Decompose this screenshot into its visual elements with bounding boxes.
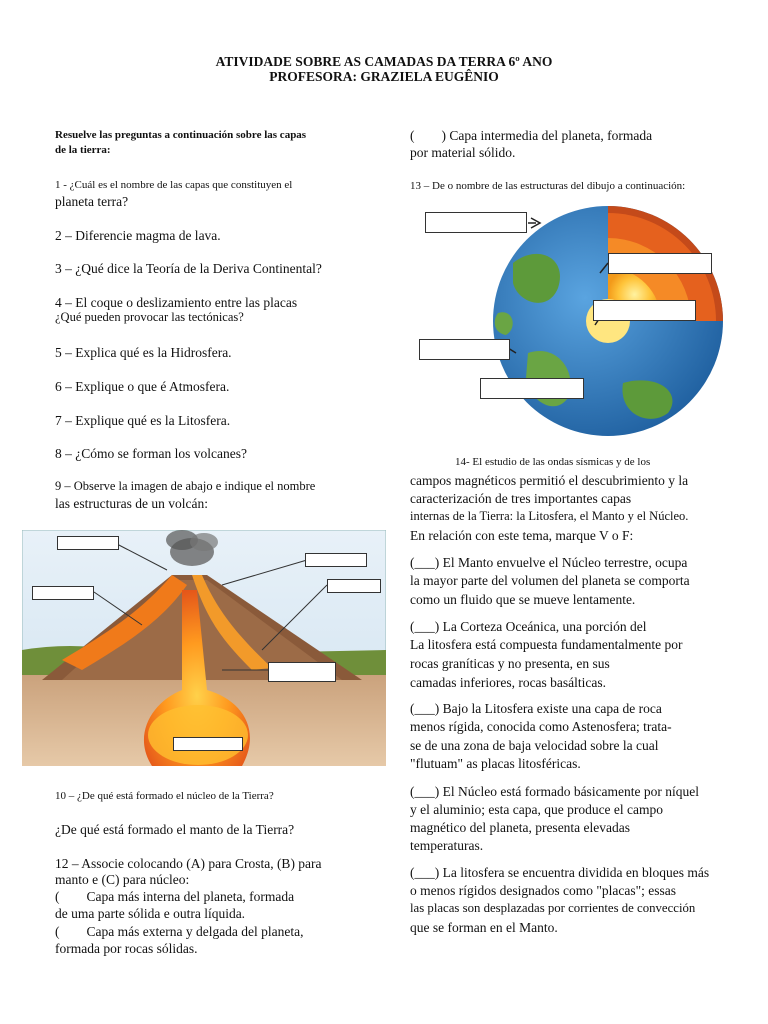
question-11: ¿De qué está formado el manto de la Tierra? bbox=[55, 822, 295, 837]
earth-label-box-5[interactable] bbox=[480, 378, 584, 399]
question-8: 8 – ¿Cómo se forman los volcanes? bbox=[55, 446, 247, 461]
question-12-line-1: 12 – Associe colocando (A) para Crosta, (B) para bbox=[55, 856, 322, 871]
question-10: 10 – ¿De qué está formado el núcleo de la Tierra? bbox=[55, 790, 274, 802]
question-12-item-a: ( Capa más externa y delgada del planeta, bbox=[55, 924, 304, 939]
question-14-line-3: caracterización de tres importantes capas bbox=[410, 491, 632, 506]
statement-4-line-4: temperaturas. bbox=[410, 838, 484, 853]
question-5: 5 – Explica qué es la Hidrosfera. bbox=[55, 345, 232, 360]
earth-label-box-1[interactable] bbox=[425, 212, 527, 233]
question-14-line-5: En relación con este tema, marque V o F: bbox=[410, 528, 634, 543]
question-4-line-1: 4 – El coque o deslizamiento entre las placas bbox=[55, 295, 298, 310]
statement-5-line-4: que se forman en el Manto. bbox=[410, 920, 558, 935]
earth-label-box-4[interactable] bbox=[419, 339, 510, 360]
question-2: 2 – Diferencie magma de lava. bbox=[55, 228, 221, 243]
statement-4-line-1: (___) El Núcleo está formado básicamente por níquel bbox=[410, 784, 700, 799]
question-12-item-b-line-2: por material sólido. bbox=[410, 145, 516, 160]
statement-3-line-2: menos rígida, conocida como Astenosfera; trata- bbox=[410, 719, 672, 734]
statement-1-line-1: (___) El Manto envuelve el Núcleo terrestre, ocupa bbox=[410, 555, 688, 570]
statement-4-line-3: magnético del planeta, presenta elevadas bbox=[410, 820, 631, 835]
intro-line-1: Resuelve las preguntas a continuación sobre las capas bbox=[55, 129, 307, 141]
statement-1-line-2: la mayor parte del volumen del planeta se comporta bbox=[410, 573, 690, 588]
question-12-item-b: ( ) Capa intermedia del planeta, formada bbox=[410, 128, 653, 143]
statement-2-line-4: camadas inferiores, rocas basálticas. bbox=[410, 675, 607, 690]
question-7: 7 – Explique qué es la Litosfera. bbox=[55, 413, 231, 428]
volcano-label-box-2[interactable] bbox=[305, 553, 367, 567]
question-9-line-2: las estructuras de un volcán: bbox=[55, 496, 208, 511]
volcano-label-box-3[interactable] bbox=[32, 586, 94, 600]
statement-3-line-3: se de una zona de baja velocidad sobre la cual bbox=[410, 738, 659, 753]
earth-label-box-2[interactable] bbox=[608, 253, 712, 274]
statement-5-line-2: o menos rígidos designados como "placas"; essas bbox=[410, 883, 676, 898]
volcano-label-box-6[interactable] bbox=[173, 737, 243, 751]
earth-label-box-3[interactable] bbox=[593, 300, 696, 321]
statement-3-line-1: (___) Bajo la Litosfera existe una capa de roca bbox=[410, 701, 662, 716]
worksheet-title: ATIVIDADE SOBRE AS CAMADAS DA TERRA 6º ANO bbox=[215, 54, 553, 69]
volcano-label-box-4[interactable] bbox=[327, 579, 381, 593]
question-4-line-2: ¿Qué pueden provocar las tectónicas? bbox=[55, 310, 244, 324]
question-9-line-1: 9 – Observe la imagen de abajo e indique el nombre bbox=[55, 479, 316, 493]
question-13: 13 – De o nombre de las estructuras del dibujo a continuación: bbox=[410, 180, 686, 192]
statement-5-line-1: (___) La litosfera se encuentra dividida en bloques más bbox=[410, 865, 710, 880]
question-14-line-4: internas de la Tierra: la Litosfera, el Manto y el Núcleo. bbox=[410, 509, 689, 523]
question-12-item-c-line-2: de uma parte sólida e outra líquida. bbox=[55, 906, 246, 921]
teacher-name: PROFESORA: GRAZIELA EUGÊNIO bbox=[269, 69, 499, 84]
question-12-item-c: ( Capa más interna del planeta, formada bbox=[55, 889, 295, 904]
question-1-line-2: planeta terra? bbox=[55, 194, 129, 209]
question-14-line-2: campos magnéticos permitió el descubrimiento y la bbox=[410, 473, 689, 488]
statement-1-line-3: como un fluido que se mueve lentamente. bbox=[410, 592, 636, 607]
earth-layers-illustration bbox=[418, 203, 730, 443]
question-12-item-a-line-2: formada por rocas sólidas. bbox=[55, 941, 198, 956]
question-6: 6 – Explique o que é Atmosfera. bbox=[55, 379, 230, 394]
statement-4-line-2: y el aluminio; esta capa, que produce el campo bbox=[410, 802, 664, 817]
volcano-label-box-1[interactable] bbox=[57, 536, 119, 550]
volcano-label-box-5[interactable] bbox=[268, 662, 336, 682]
question-1-line-1: 1 - ¿Cuál es el nombre de las capas que constituyen el bbox=[55, 179, 293, 191]
statement-5-line-3: las placas son desplazadas por corrientes de convección bbox=[410, 901, 696, 915]
question-14-line-1: 14- El estudio de las ondas sísmicas y de los bbox=[455, 456, 651, 468]
intro-line-2: de la tierra: bbox=[55, 144, 111, 156]
statement-2-line-2: La litosfera está compuesta fundamentalmente por bbox=[410, 637, 683, 652]
statement-2-line-1: (___) La Corteza Oceánica, una porción del bbox=[410, 619, 647, 634]
statement-2-line-3: rocas graníticas y no presenta, en sus bbox=[410, 656, 610, 671]
statement-3-line-4: "flutuam" as placas litosféricas. bbox=[410, 756, 581, 771]
question-3: 3 – ¿Qué dice la Teoría de la Deriva Continental? bbox=[55, 261, 322, 276]
question-12-line-2: manto e (C) para núcleo: bbox=[55, 872, 190, 887]
